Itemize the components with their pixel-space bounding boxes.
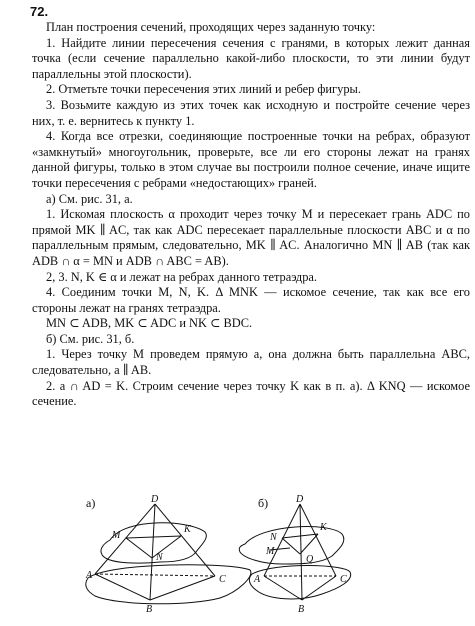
- paragraph-step-1: 1. Найдите линии пересечения сечения с гранями, в которых лежит данная точка (если сечение параллельно какой-либо плоскости, то эти линии будут параллельны этой плоскости).: [32, 35, 470, 81]
- figure-b-tetrahedron: [0, 492, 475, 626]
- fig-b-point-m: M: [266, 546, 275, 557]
- paragraph-step-3: 3. Возьмите каждую из этих точек как исходную и постройте сечение через них, т. е. вернитесь к пункту 1.: [32, 97, 470, 128]
- fig-b-point-a: A: [254, 574, 261, 585]
- fig-a-point-n: N: [156, 552, 163, 563]
- fig-a-point-a: A: [86, 570, 93, 581]
- fig-a-point-b: B: [146, 604, 153, 615]
- figure-b-label: б): [258, 496, 269, 510]
- fig-b-point-n: N: [270, 532, 277, 543]
- paragraph-a-1: 1. Искомая плоскость α проходит через точку M и пересекает грань ADC по прямой MK ∥ AC, так как ADC пересекает параллельные плоскости ABC и α по параллельным прямым, следовательно, MK ∥ AC. Аналогично MN ∥ AB (так как ADB ∩ α = MN и ADB ∩ ABC = AB).: [32, 207, 470, 268]
- fig-b-point-q: Q: [306, 554, 314, 565]
- fig-a-point-c: C: [219, 574, 226, 585]
- fig-a-point-m: M: [112, 530, 121, 541]
- figures-area: [0, 492, 475, 626]
- fig-b-point-c: C: [340, 574, 347, 585]
- paragraph-a-23: 2, 3. N, K ∈ α и лежат на ребрах данного тетраэдра.: [46, 269, 317, 284]
- fig-a-point-k: K: [184, 524, 191, 535]
- paragraph-step-2: 2. Отметьте точки пересечения этих линий и ребер фигуры.: [46, 82, 361, 97]
- paragraph-a-4: 4. Соединим точки M, N, K. Δ MNK — искомое сечение, так как все его стороны лежат на гранях тетраэдра.: [32, 285, 470, 315]
- problem-number: 72.: [30, 4, 49, 19]
- fig-b-point-d: D: [296, 494, 304, 505]
- document-page: [32, 4, 470, 410]
- paragraph-part-b: б) См. рис. 31, б.: [46, 331, 135, 346]
- paragraph-plan: План построения сечений, проходящих через заданную точку:: [46, 20, 376, 34]
- paragraph-b-1: 1. Через точку M проведем прямую a, она должна быть параллельна ABC, следовательно, a ∥ AB.: [32, 347, 470, 378]
- paragraph-step-4: 4. Когда все отрезки, соединяющие построенные точки на ребрах, образуют «замкнутый» многоугольник, проверьте, все ли его стороны лежат на гранях данной фигуры, только в этом случае вы построили полное сечение, иначе ищите точки пересечения с ребрами «недостающих» граней.: [32, 129, 470, 190]
- paragraph-a-inclusions: MN ⊂ ADB, MK ⊂ ADC и NK ⊂ BDC.: [46, 316, 253, 331]
- fig-a-point-d: D: [151, 494, 159, 505]
- fig-b-point-b: B: [298, 604, 305, 615]
- paragraph-b-2: 2. a ∩ AD = K. Строим сечение через точку K как в п. а). Δ KNQ — искомое сечение.: [32, 378, 470, 409]
- figure-a-label: а): [86, 496, 96, 510]
- fig-b-point-k: K: [320, 522, 327, 533]
- solution-text: [32, 20, 470, 410]
- paragraph-part-a: а) См. рис. 31, а.: [46, 191, 133, 206]
